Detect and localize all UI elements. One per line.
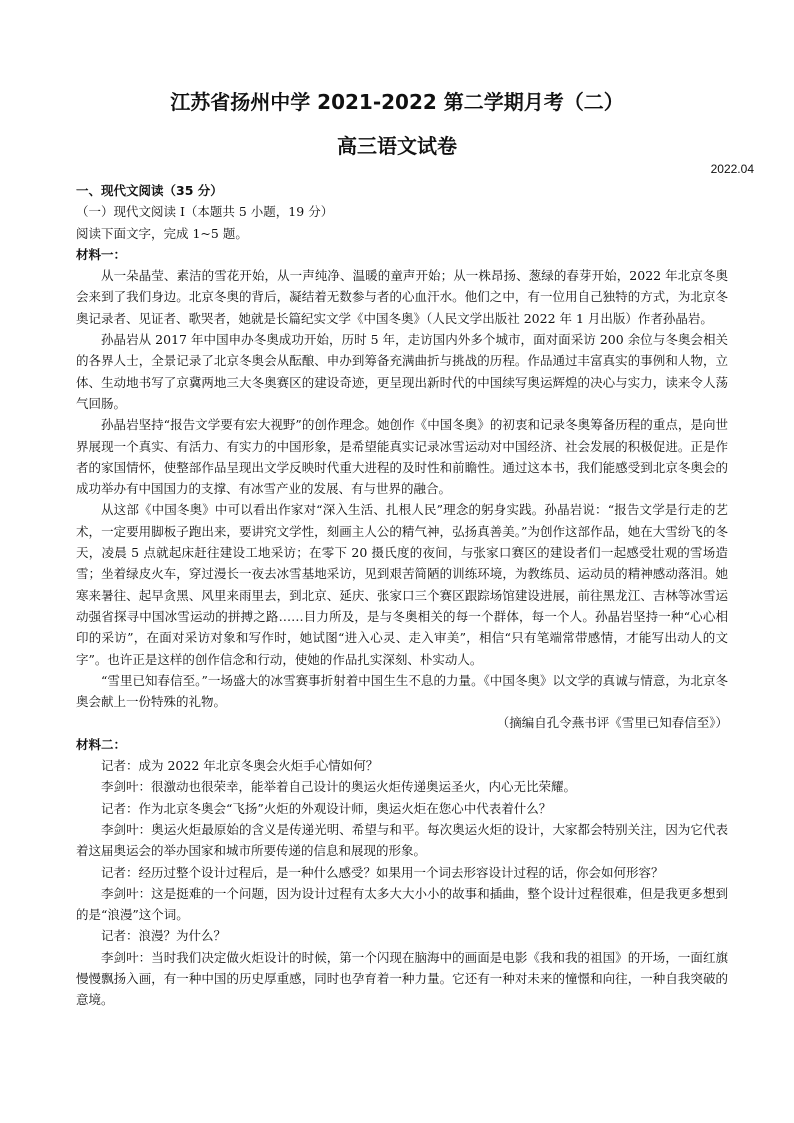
exam-title: 江苏省扬州中学 2021-2022 第二学期月考（二） (170, 90, 624, 114)
interview-line: 记者：经历过整个设计过程后，是一种什么感受？如果用一个词去形容设计过程的话，你会如何形容？ (101, 864, 664, 880)
exam-body (76, 180, 728, 1011)
material2-label: 材料二： (76, 736, 127, 752)
exam-subtitle: 高三语文试卷 (337, 134, 457, 158)
material1-paragraph: “雪里已知春信至。”一场盛大的冰雪赛事折射着中国生生不息的力量。《中国冬奥》以文学的真诚与情意，为北京冬奥会献上一份特殊的礼物。 (76, 672, 728, 710)
material1-paragraph: 从这部《中国冬奥》中可以看出作家对“深入生活、扎根人民”理念的躬身实践。孙晶岩说：“报告文学是行走的艺术，一定要用脚板子跑出来，要讲究文学性，刻画主人公的精气神，弘扬真善美。”为创作这部作品，她在大雪纷飞的冬天，凌晨 5 点就起床赶往建设工地采访；在零下 20 摄氏度的夜间，与张家口赛区的建设者们一起感受壮观的雪场造雪；坐着绿皮火车，穿过漫长一夜去冰雪基地采访，见到艰苦简陋的训练环境，为教练员、运动员的精神感动落泪。她寒来暑往、起早贪黑、风里来雨里去，到北京、延庆、张家口三个赛区跟踪场馆建设进展，前往黑龙江、吉林等冰雪运动强省探寻中国冰雪运动的拼搏之路……目力所及，是与冬奥相关的每一个群体，每一个人。孙晶岩坚持一种“心心相印的采访”，在面对采访对象和写作时，她试图“进入心灵、走入审美”，相信“只有笔端常带感情，才能写出动人的文字”。也许正是这样的创作信念和行动，使她的作品扎实深刻、朴实动人。 (76, 502, 728, 667)
interview-line: 李剑叶：奥运火炬最原始的含义是传递光明、希望与和平。每次奥运火炬的设计，大家都会特别关注，因为它代表着这届奥运会的举办国家和城市所要传递的信息和展现的形象。 (76, 821, 728, 859)
material1-paragraph: 孙晶岩从 2017 年中国申办冬奥成功开始，历时 5 年，走访国内外多个城市，面对面采访 200 余位与冬奥会相关的各界人士，全景记录了北京冬奥会从酝酿、申办到筹备充满曲折与挑战的历程。作品通过丰富真实的事例和人物，立体、生动地书写了京冀两地三大冬奥赛区的建设奇迹，更呈现出新时代的中国续写奥运辉煌的决心与实力，读来令人荡气回肠。 (76, 332, 728, 411)
interview-line: 李剑叶：很激动也很荣幸，能举着自己设计的奥运火炬传递奥运圣火，内心无比荣耀。 (101, 779, 577, 795)
material1-label: 材料一： (76, 246, 127, 262)
material1-source: （摘编自孔令燕书评《雪里已知春信至》） (496, 715, 728, 731)
interview-line: 记者：成为 2022 年北京冬奥会火炬手心情如何？ (101, 758, 379, 774)
interview-line: 李剑叶：当时我们决定做火炬设计的时候，第一个闪现在脑海中的画面是电影《我和我的祖国》的开场，一面红旗慢慢飘扬入画，有一种中国的历史厚重感，同时也孕育着一种力量。它还有一种对未来的憧憬和向往，一种自我突破的意境。 (76, 949, 728, 1008)
material1-paragraph: 孙晶岩坚持“报告文学要有宏大视野”的创作理念。她创作《中国冬奥》的初衷和记录冬奥筹备历程的重点，是向世界展现一个真实、有活力、有实力的中国形象，是希望能真实记录冰雪运动对中国经济、社会发展的积极促进。正是作者的家国情怀，使整部作品呈现出文学反映时代重大进程的及时性和前瞻性。通过这本书，我们能感受到北京冬奥会的成功举办有中国国力的支撑、有冰雪产业的发展、有与世界的融合。 (76, 417, 728, 497)
reading-instruction: 阅读下面文字，完成 1~5 题。 (76, 225, 248, 241)
material1-paragraph: 从一朵晶莹、素洁的雪花开始，从一声纯净、温暖的童声开始；从一株昂扬、葱绿的春芽开始，2022 年北京冬奥会来到了我们身边。北京冬奥的背后，凝结着无数参与者的心血汗水。他们之中，有一位用自己独特的方式，为北京冬奥记录者、见证者、歌哭者，她就是长篇纪实文学《中国冬奥》（人民文学出版社 2022 年 1 月出版）作者孙晶岩。 (76, 268, 728, 326)
interview-line: 李剑叶：这是挺难的一个问题，因为设计过程有太多大大小小的故事和插曲，整个设计过程很难，但是我更多想到的是“浪漫”这个词。 (76, 885, 728, 923)
interview-line: 记者：作为北京冬奥会“飞扬”火炬的外观设计师，奥运火炬在您心中代表着什么？ (101, 800, 552, 816)
exam-date: 2022.04 (710, 162, 754, 176)
interview-line: 记者：浪漫？为什么？ (101, 928, 227, 944)
section-heading: 一、现代文阅读（35 分） (76, 183, 223, 198)
sub-heading: （一）现代文阅读 I（本题共 5 小题，19 分） (76, 204, 334, 220)
